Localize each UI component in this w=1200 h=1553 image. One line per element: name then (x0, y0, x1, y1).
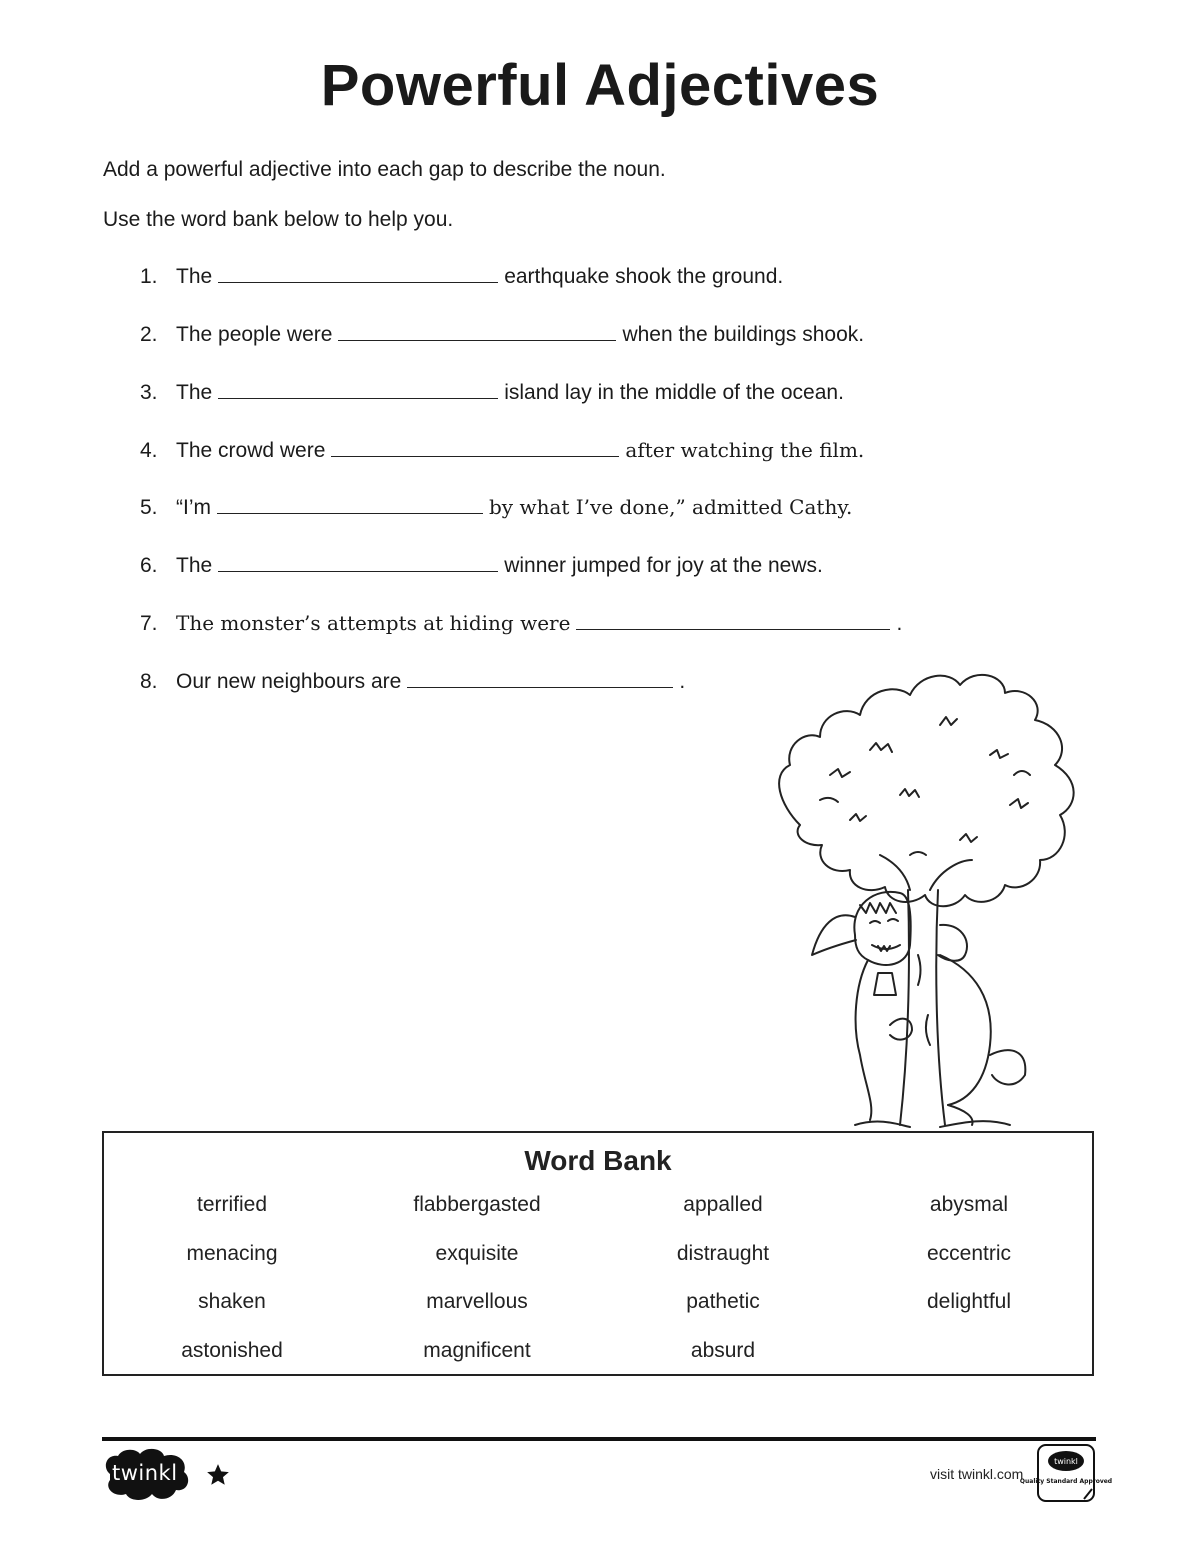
question-item (140, 669, 685, 694)
word-bank-word: terrified (196, 1193, 268, 1216)
word-bank-word: delightful (926, 1290, 1012, 1313)
word-bank-word: abysmal (929, 1193, 1009, 1216)
question-text-after: by what I’ve done,” admitted Cathy. (489, 495, 853, 519)
question-number: 4. (140, 439, 158, 462)
monster-tree-illustration (760, 655, 1090, 1140)
page-title: Powerful Adjectives (320, 53, 880, 118)
word-bank-title: Word Bank (524, 1145, 672, 1176)
question-text-before: The (176, 554, 213, 577)
question-text-after: earthquake shook the ground. (504, 265, 784, 288)
instruction-text: Add a powerful adjective into each gap to describe the noun. (103, 158, 666, 181)
question-text-after: when the buildings shook. (622, 323, 865, 346)
question-text-before: The crowd were (176, 439, 326, 462)
word-bank-word: magnificent (423, 1339, 531, 1362)
question-item (140, 380, 844, 405)
word-bank-word: distraught (676, 1242, 770, 1265)
answer-blank[interactable] (338, 322, 616, 341)
question-number: 8. (140, 670, 158, 693)
badge-logo-text: twinkl (1054, 1457, 1078, 1466)
answer-blank[interactable] (217, 495, 483, 514)
star-icon[interactable] (205, 1462, 231, 1488)
question-text-after: island lay in the middle of the ocean. (504, 381, 844, 404)
word-bank (102, 1131, 1094, 1376)
question-text-after: . (896, 612, 903, 635)
question-text-before: The (176, 381, 213, 404)
question-text-before: The (176, 265, 213, 288)
word-bank-word: absurd (690, 1339, 756, 1362)
question-number: 2. (140, 323, 158, 346)
question-text-after: after watching the film. (625, 438, 865, 462)
word-bank-word: eccentric (926, 1242, 1012, 1265)
badge-label: Quality Standard Approved (1019, 1478, 1113, 1485)
answer-blank[interactable] (218, 380, 498, 399)
question-number: 6. (140, 554, 158, 577)
question-text-after: . (679, 670, 686, 693)
question-number: 7. (140, 612, 158, 635)
answer-blank[interactable] (331, 438, 619, 457)
question-item (140, 611, 902, 636)
question-item (140, 553, 823, 578)
question-text-before: “I’m (176, 496, 211, 519)
instruction-text: Use the word bank below to help you. (103, 208, 454, 231)
visit-link[interactable]: visit twinkl.com (930, 1466, 1024, 1482)
question-item (140, 495, 852, 520)
question-item (140, 322, 864, 347)
footer-divider (102, 1437, 1096, 1441)
word-bank-word: appalled (683, 1193, 763, 1216)
word-bank-word: menacing (186, 1242, 278, 1265)
answer-blank[interactable] (576, 611, 890, 630)
word-bank-word: marvellous (426, 1290, 528, 1313)
question-number: 3. (140, 381, 158, 404)
question-text-after: winner jumped for joy at the news. (504, 554, 823, 577)
quality-badge-icon (1019, 1443, 1113, 1505)
word-bank-word: pathetic (686, 1290, 760, 1313)
question-number: 5. (140, 496, 158, 519)
answer-blank[interactable] (218, 264, 498, 283)
word-bank-word: exquisite (435, 1242, 519, 1265)
word-bank-word: flabbergasted (413, 1193, 541, 1216)
question-item (140, 438, 864, 463)
logo-text: twinkl (112, 1461, 178, 1485)
word-bank-word: shaken (198, 1290, 266, 1313)
question-text-before: The monster’s attempts at hiding were (176, 611, 571, 635)
question-number: 1. (140, 265, 158, 288)
question-text-before: The people were (176, 323, 333, 346)
question-text-before: Our new neighbours are (176, 670, 402, 693)
word-bank-word: astonished (181, 1339, 283, 1362)
quality-badge (1019, 1443, 1113, 1505)
question-item (140, 264, 783, 289)
answer-blank[interactable] (218, 553, 498, 572)
answer-blank[interactable] (407, 669, 673, 688)
